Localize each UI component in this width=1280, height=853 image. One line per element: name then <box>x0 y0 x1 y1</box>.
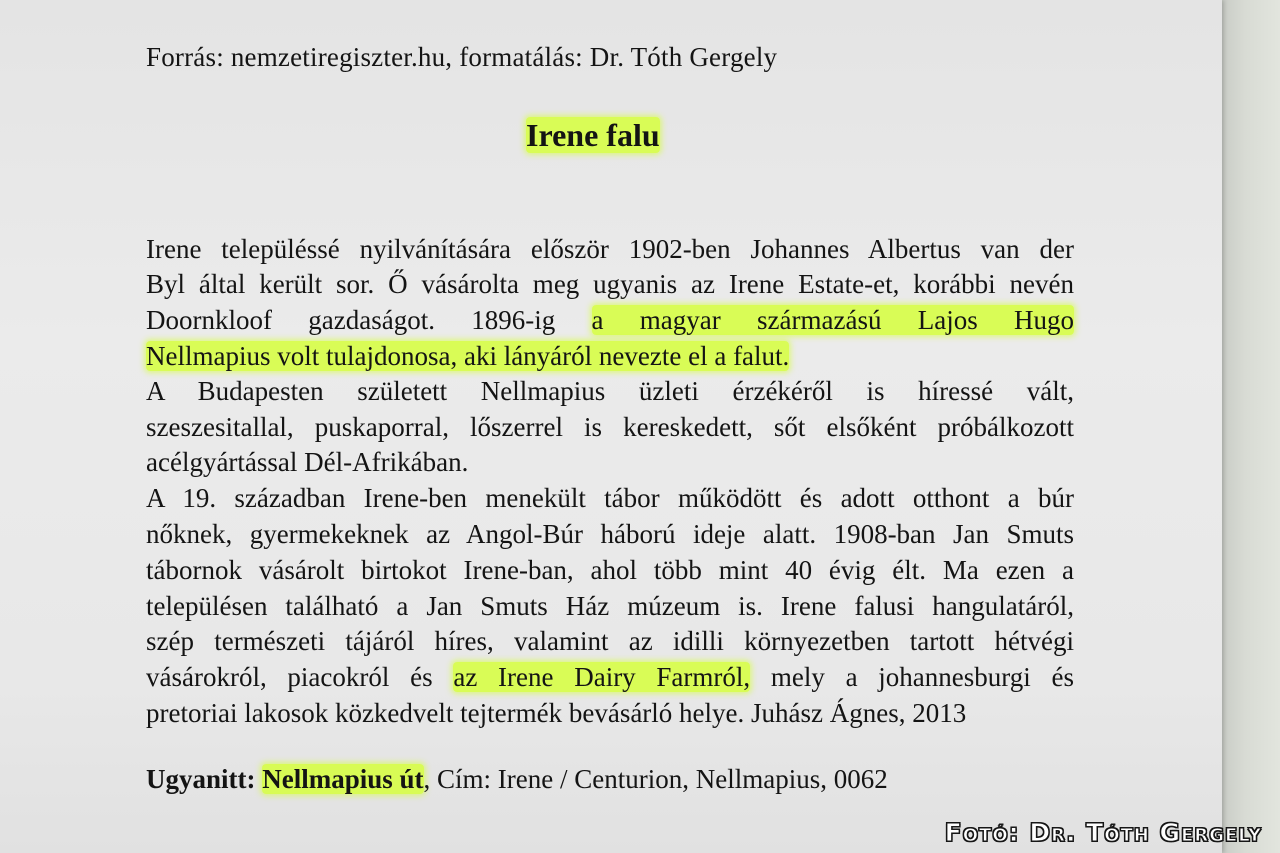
page-title <box>526 117 660 154</box>
body-line-6: szeszesitallal, puskaporral, lőszerrel is kereskedett, sőt elsőként próbálkozott <box>146 412 1074 442</box>
highlight-nellmapius: Nellmapius volt tulajdonosa, aki lányáról nevezte el a falut. <box>146 341 790 371</box>
body-line-1: Irene településsé nyilvánítására először 1902-ben Johannes Albertus van der <box>146 234 1074 264</box>
body-line-7: acélgyártással Dél-Afrikában. <box>146 447 469 477</box>
body-line-13-start: vásárokról, piacokról és <box>146 662 454 692</box>
background-wall <box>1222 0 1280 853</box>
body-line-11: településen található a Jan Smuts Ház múzeum is. Irene falusi hangulatáról, <box>146 591 1074 621</box>
footer-address: , Cím: Irene / Centurion, Nellmapius, 0062 <box>423 764 888 794</box>
footer-highlight: Nellmapius út <box>262 764 424 794</box>
footer-line <box>146 764 888 795</box>
body-line-10: tábornok vásárolt birtokot Irene-ban, ahol több mint 40 évig élt. Ma ezen a <box>146 555 1074 585</box>
footer-label: Ugyanitt: <box>146 764 256 794</box>
source-line: Forrás: nemzetiregiszter.hu, formatálás: Dr. Tóth Gergely <box>146 42 778 72</box>
body-line-2: Byl által került sor. Ő vásárolta meg ugyanis az Irene Estate-et, korábbi nevén <box>146 269 1074 299</box>
body-line-13 <box>146 660 1074 694</box>
body-line-3 <box>146 303 1074 337</box>
highlight-irene-dairy-farm: az Irene Dairy Farmról, <box>453 662 751 692</box>
title-text: Irene falu <box>526 117 660 153</box>
photo-credit-watermark: Fotó: Dr. Tóth Gergely <box>944 818 1262 847</box>
body-line-3-text: Doornkloof gazdaságot. 1896-ig <box>146 305 592 335</box>
body-line-9: nőknek, gyermekeknek az Angol-Búr háború ideje alatt. 1908-ban Jan Smuts <box>146 519 1074 549</box>
body-line-14: pretoriai lakosok közkedvelt tejtermék bevásárló helye. Juhász Ágnes, 2013 <box>146 698 967 728</box>
body-line-4 <box>146 339 1074 373</box>
body-line-12: szép természeti tájáról híres, valamint az idilli környezetben tartott hétvégi <box>146 626 1074 656</box>
highlight-lajos-hugo: a magyar származású Lajos Hugo <box>591 305 1074 335</box>
body-line-8: A 19. században Irene-ben menekült tábor működött és adott otthont a búr <box>146 483 1074 513</box>
body-line-13-end: mely a johannesburgi és <box>750 662 1074 692</box>
body-line-5: A Budapesten született Nellmapius üzleti érzékéről is híressé vált, <box>146 376 1074 406</box>
